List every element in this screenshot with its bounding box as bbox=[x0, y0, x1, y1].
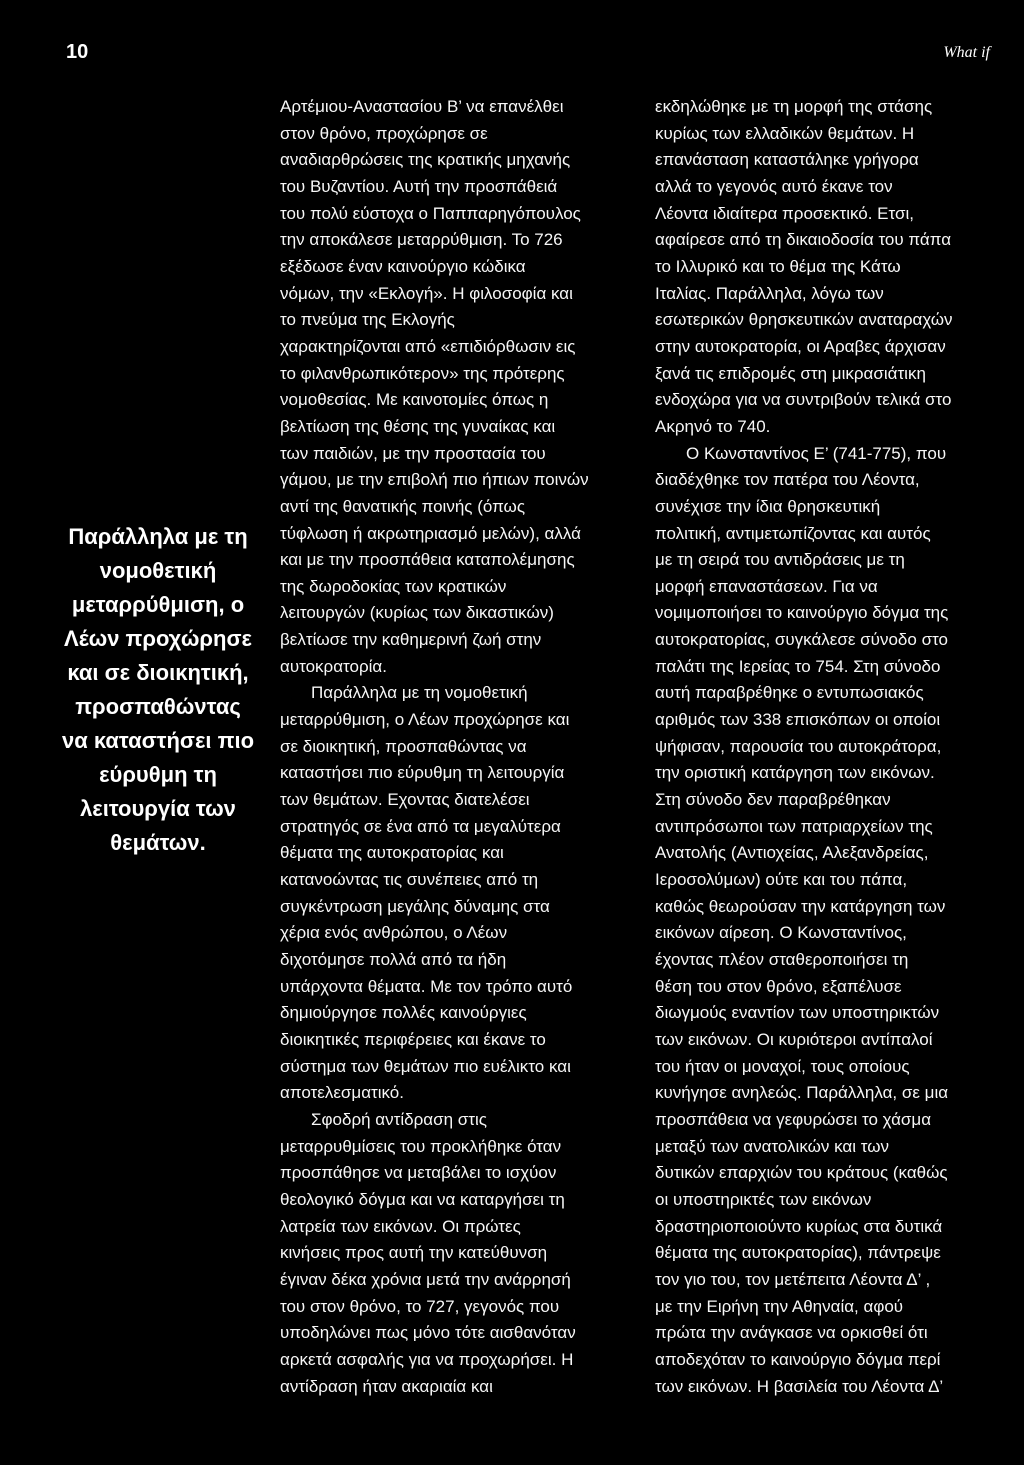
text-line-content: έγιναν δέκα χρόνια μετά την ανάρρησή bbox=[280, 1269, 571, 1289]
pull-quote-line bbox=[46, 588, 270, 622]
text-line-content: λειτουργών (κυρίως των δικαστικών) bbox=[280, 603, 554, 623]
text-line-content: τύφλωση ή ακρωτηριασμό μελών), αλλά bbox=[280, 523, 581, 543]
text-line bbox=[280, 1294, 618, 1321]
text-line bbox=[280, 1107, 618, 1134]
paragraph bbox=[280, 94, 618, 680]
text-line-content: Λέοντα ιδιαίτερα προσεκτικό. Ετσι, bbox=[655, 203, 914, 223]
pull-quote-line-text: Παράλληλα με τη bbox=[68, 524, 248, 549]
text-line-content: Ιταλίας. Παράλληλα, λόγω των bbox=[655, 283, 884, 303]
text-line-content: καταστήσει πιο εύρυθμη τη λειτουργία bbox=[280, 763, 565, 783]
text-line bbox=[655, 1027, 992, 1054]
text-line bbox=[655, 600, 992, 627]
text-line-content: έχοντας πλέον σταθεροποιήσει τη bbox=[655, 950, 909, 969]
text-line-content: Ο Κωνσταντίνος Ε’ (741-775), που bbox=[686, 443, 947, 463]
text-line bbox=[280, 254, 618, 281]
text-line-content: με τη σειρά του αντιδράσεις με τη bbox=[655, 550, 905, 570]
text-line bbox=[655, 1320, 992, 1347]
text-line bbox=[280, 1080, 618, 1107]
text-line-content: κυνήγησε ανηλεώς. Παράλληλα, σε μια bbox=[655, 1083, 949, 1103]
pull-quote-line bbox=[46, 656, 270, 690]
text-line bbox=[655, 1374, 992, 1401]
text-line bbox=[280, 147, 618, 174]
text-line-content: προσπάθεια να γεφυρώσει το χάσμα bbox=[655, 1109, 932, 1129]
text-line-content: καθώς θεωρούσαν την κατάργηση των bbox=[655, 896, 946, 916]
text-line bbox=[655, 840, 992, 867]
text-line bbox=[280, 867, 618, 894]
text-line-content: των εικόνων. Η βασιλεία του Λέοντα Δ’ bbox=[655, 1376, 944, 1396]
text-line bbox=[280, 680, 618, 707]
text-line-content: χαρακτηρίζονται από «επιδιόρθωσιν εις bbox=[280, 336, 576, 356]
text-line bbox=[655, 547, 992, 574]
pull-quote-line-text: μεταρρύθμιση, ο bbox=[71, 592, 245, 617]
page-number: 10 bbox=[66, 41, 89, 63]
text-line-content: γάμου, με την επιβολή πιο ήπιων ποινών bbox=[280, 470, 589, 490]
text-line-content: σύστημα των θεμάτων πιο ευέλικτο και bbox=[280, 1056, 571, 1076]
text-line-content: διοικητικές περιφέρειες και έκανε το bbox=[280, 1029, 546, 1049]
text-line-content: προσπάθησε να μεταβάλει το ισχύον bbox=[280, 1163, 557, 1183]
text-line bbox=[655, 947, 992, 974]
text-line bbox=[280, 947, 618, 974]
text-line bbox=[280, 1347, 618, 1374]
text-line-content: Στη σύνοδο δεν παραβρέθηκαν bbox=[655, 790, 891, 810]
text-line-content: το φιλανθρωπικότερον» της πρότερης bbox=[280, 363, 565, 383]
text-line-content: δημιούργησε πολλές καινούργιες bbox=[280, 1003, 527, 1023]
text-line bbox=[655, 1107, 992, 1134]
text-line-content: βελτίωσε την καθημερινή ζωή στην bbox=[280, 630, 542, 650]
paragraph bbox=[655, 94, 992, 441]
text-line-content: κινήσεις προς αυτή την κατεύθυνση bbox=[280, 1243, 548, 1263]
text-line bbox=[280, 441, 618, 468]
paragraph bbox=[280, 1107, 618, 1400]
text-line-content: συγκέντρωση μεγάλης δύναμης στα bbox=[280, 896, 550, 916]
text-line bbox=[655, 467, 992, 494]
text-line-content: αλλά το γεγονός αυτό έκανε τον bbox=[655, 176, 893, 196]
text-line-content: Αρτέμιου-Αναστασίου Β’ να επανέλθει bbox=[280, 97, 564, 116]
text-line-content: Παράλληλα με τη νομοθετική bbox=[311, 683, 528, 703]
text-line bbox=[655, 94, 992, 121]
text-line bbox=[280, 627, 618, 654]
text-line bbox=[280, 1320, 618, 1347]
text-line bbox=[655, 1134, 992, 1161]
text-line-content: βελτίωση της θέσης της γυναίκας και bbox=[280, 416, 556, 436]
text-line bbox=[655, 387, 992, 414]
text-line-content: νομιμοποιήσει το καινούργιο δόγμα της bbox=[655, 603, 949, 623]
text-line bbox=[655, 1000, 992, 1027]
pull-quote-line bbox=[46, 690, 270, 724]
text-line-content: στρατηγός σε ένα από τα μεγαλύτερα bbox=[280, 816, 561, 836]
pull-quote-line-text: και σε διοικητική, bbox=[67, 660, 249, 685]
body-column-right bbox=[655, 94, 992, 1400]
pull-quote-line bbox=[46, 724, 270, 758]
text-line bbox=[280, 414, 618, 441]
text-line bbox=[280, 574, 618, 601]
text-line-content: νομοθεσίας. Με καινοτομίες όπως η bbox=[280, 390, 549, 410]
text-line bbox=[280, 547, 618, 574]
pull-quote-line bbox=[46, 622, 270, 656]
text-line bbox=[655, 974, 992, 1001]
text-line-content: μεταρρύθμιση, ο Λέων προχώρησε και bbox=[280, 710, 570, 730]
text-line-content: υπάρχοντα θέματα. Με τον τρόπο αυτό bbox=[280, 976, 573, 996]
text-line-content: της δωροδοκίας των κρατικών bbox=[280, 576, 507, 596]
text-line-content: θέση του στον θρόνο, εξαπέλυσε bbox=[655, 976, 902, 996]
text-line bbox=[280, 734, 618, 761]
text-line-content: αναδιαρθρώσεις της κρατικής μηχανής bbox=[280, 150, 571, 170]
text-line-content: του πολύ εύστοχα ο Παππαρηγόπουλος bbox=[280, 203, 581, 223]
text-line bbox=[280, 654, 618, 681]
text-line bbox=[280, 1374, 618, 1401]
text-line-content: αντί της θανατικής ποινής (όπως bbox=[280, 496, 526, 516]
text-line-content: των θεμάτων. Εχοντας διατελέσει bbox=[280, 790, 530, 810]
text-line bbox=[280, 814, 618, 841]
text-line-content: επανάσταση καταστάληκε γρήγορα bbox=[655, 150, 919, 170]
text-line-content: στον θρόνο, προχώρησε σε bbox=[280, 123, 488, 143]
text-line-content: αφαίρεσε από τη δικαιοδοσία του πάπα bbox=[655, 230, 952, 250]
text-line-content: αποτελεσματικό. bbox=[280, 1083, 404, 1103]
text-line-content: μεταρρυθμίσεις του προκλήθηκε όταν bbox=[280, 1136, 562, 1156]
text-line bbox=[280, 281, 618, 308]
pull-quote-line-text: νομοθετική bbox=[99, 558, 217, 583]
text-line-content: αριθμός των 338 επισκόπων οι οποίοι bbox=[655, 710, 941, 730]
text-line bbox=[280, 894, 618, 921]
pull-quote bbox=[46, 520, 270, 860]
text-line bbox=[280, 920, 618, 947]
text-line bbox=[280, 174, 618, 201]
text-line-content: μορφή επαναστάσεων. Για να bbox=[655, 576, 878, 596]
text-line-content: ψήφισαν, παρουσία του αυτοκράτορα, bbox=[655, 736, 942, 756]
text-line-content: δραστηριοποιούντο κυρίως στα δυτικά bbox=[655, 1216, 943, 1236]
pull-quote-line-text: λειτουργία των bbox=[80, 796, 236, 821]
text-line-content: χέρια ενός ανθρώπου, ο Λέων bbox=[280, 923, 508, 943]
text-line-content: κατανοώντας τις συνέπειες από τη bbox=[280, 870, 539, 890]
text-line bbox=[280, 1240, 618, 1267]
text-line-content: οι υποστηρικτές των εικόνων bbox=[655, 1189, 872, 1209]
pull-quote-line bbox=[46, 758, 270, 792]
text-line bbox=[280, 760, 618, 787]
text-line bbox=[655, 414, 992, 441]
text-line-content: θέματα της αυτοκρατορίας), πάντρεψε bbox=[655, 1243, 941, 1263]
text-line bbox=[280, 121, 618, 148]
text-line-content: το πνεύμα της Εκλογής bbox=[280, 310, 455, 330]
text-line-content: ενδοχώρα για να συντριβούν τελικά στο bbox=[655, 390, 952, 410]
text-line bbox=[280, 1267, 618, 1294]
pull-quote-line-text: Λέων προχώρησε bbox=[64, 626, 252, 651]
text-line bbox=[655, 281, 992, 308]
text-line bbox=[280, 361, 618, 388]
text-line bbox=[655, 1347, 992, 1374]
text-line-content: αυτοκρατορία. bbox=[280, 656, 387, 676]
text-line-content: ξανά τις επιδρομές στη μικρασιάτικη bbox=[655, 363, 926, 383]
text-line-content: υποδηλώνει πως μόνο τότε αισθανόταν bbox=[280, 1323, 576, 1343]
body-column-middle bbox=[280, 94, 618, 1400]
text-line bbox=[280, 1027, 618, 1054]
text-line bbox=[280, 1160, 618, 1187]
text-line bbox=[280, 521, 618, 548]
paragraph bbox=[655, 441, 992, 1401]
text-line bbox=[655, 1187, 992, 1214]
text-line bbox=[655, 307, 992, 334]
text-line-content: αυτή παραβρέθηκε ο εντυπωσιακός bbox=[655, 683, 924, 703]
text-line-content: Σφοδρή αντίδραση στις bbox=[311, 1109, 487, 1129]
text-line bbox=[280, 1000, 618, 1027]
text-line-content: την αποκάλεσε μεταρρύθμιση. Το 726 bbox=[280, 230, 563, 250]
text-line-content: διαδέχθηκε τον πατέρα του Λέοντα, bbox=[655, 470, 920, 490]
text-line-content: λατρεία των εικόνων. Οι πρώτες bbox=[280, 1216, 521, 1236]
text-line bbox=[655, 1214, 992, 1241]
text-line bbox=[280, 600, 618, 627]
text-line-content: αντίδραση ήταν ακαριαία και bbox=[280, 1376, 493, 1396]
text-line bbox=[655, 121, 992, 148]
text-line bbox=[655, 1054, 992, 1081]
text-line-content: εικόνων αίρεση. Ο Κωνσταντίνος, bbox=[655, 923, 907, 943]
text-line bbox=[280, 707, 618, 734]
text-line-content: και με την προσπάθεια καταπολέμησης bbox=[280, 550, 575, 570]
pull-quote-line bbox=[46, 826, 270, 860]
text-line bbox=[655, 361, 992, 388]
text-line-content: Ιεροσολύμων) ούτε και του πάπα, bbox=[655, 870, 908, 890]
text-line bbox=[280, 1134, 618, 1161]
text-line-content: εκδηλώθηκε με τη μορφή της στάσης bbox=[655, 97, 933, 116]
text-line-content: εσωτερικών θρησκευτικών αναταραχών bbox=[655, 310, 953, 330]
text-line bbox=[655, 254, 992, 281]
text-line-content: εξέδωσε έναν καινούργιο κώδικα bbox=[280, 256, 526, 276]
text-line bbox=[655, 494, 992, 521]
text-line bbox=[280, 787, 618, 814]
text-line bbox=[655, 574, 992, 601]
text-line-content: την οριστική κατάργηση των εικόνων. bbox=[655, 763, 935, 783]
text-line bbox=[655, 521, 992, 548]
text-line-content: νόμων, την «Εκλογή». Η φιλοσοφία και bbox=[280, 283, 573, 303]
text-line-content: σε διοικητική, προσπαθώντας να bbox=[280, 736, 527, 756]
text-line-content: το Ιλλυρικό και το θέμα της Κάτω bbox=[655, 256, 901, 276]
text-line-content: θέματα της αυτοκρατορίας και bbox=[280, 843, 504, 863]
text-line-content: συνέχισε την ίδια θρησκευτική bbox=[655, 496, 881, 516]
pull-quote-line bbox=[46, 554, 270, 588]
text-line-content: θεολογικό δόγμα και να καταργήσει τη bbox=[280, 1189, 565, 1209]
text-line bbox=[655, 147, 992, 174]
text-line bbox=[280, 974, 618, 1001]
text-line bbox=[280, 334, 618, 361]
text-line-content: του στον θρόνο, το 727, γεγονός που bbox=[280, 1296, 560, 1316]
text-line bbox=[655, 734, 992, 761]
text-line bbox=[280, 1214, 618, 1241]
text-line bbox=[655, 920, 992, 947]
text-line-content: πρώτα την ανάγκασε να ορκισθεί ότι bbox=[655, 1323, 928, 1343]
text-line bbox=[280, 307, 618, 334]
text-line bbox=[655, 707, 992, 734]
text-line bbox=[280, 94, 618, 121]
text-line bbox=[655, 814, 992, 841]
pull-quote-line bbox=[46, 520, 270, 554]
text-line bbox=[280, 227, 618, 254]
text-line bbox=[280, 467, 618, 494]
text-line bbox=[655, 441, 992, 468]
text-line-content: Ακρηνό το 740. bbox=[655, 416, 771, 436]
pull-quote-line-text: εύρυθμη τη bbox=[99, 762, 217, 787]
text-line-content: με την Ειρήνη την Αθηναία, αφού bbox=[655, 1296, 904, 1316]
pull-quote-line-text: να καταστήσει πιο bbox=[61, 728, 255, 753]
text-line-content: αυτοκρατορίας, συγκάλεσε σύνοδο στο bbox=[655, 630, 948, 650]
text-line bbox=[280, 1054, 618, 1081]
text-line-content: τον γιο του, τον μετέπειτα Λέοντα Δ’ , bbox=[655, 1269, 931, 1289]
text-line bbox=[280, 1187, 618, 1214]
text-line bbox=[655, 787, 992, 814]
text-line-content: Ανατολής (Αντιοχείας, Αλεξανδρείας, bbox=[655, 843, 929, 863]
text-line bbox=[655, 1080, 992, 1107]
text-line-content: παλάτι της Ιερείας το 754. Στη σύνοδο bbox=[655, 656, 941, 676]
text-line-content: αντιπρόσωποι των πατριαρχείων της bbox=[655, 816, 933, 836]
text-line bbox=[655, 334, 992, 361]
text-line-content: μεταξύ των ανατολικών και των bbox=[655, 1136, 889, 1156]
text-line bbox=[655, 654, 992, 681]
text-line-content: του Βυζαντίου. Αυτή την προσπάθειά bbox=[280, 176, 558, 196]
text-line bbox=[655, 201, 992, 228]
text-line bbox=[655, 760, 992, 787]
text-line-content: πολιτική, αντιμετωπίζοντας και αυτός bbox=[655, 523, 931, 543]
text-line bbox=[280, 494, 618, 521]
text-line bbox=[280, 201, 618, 228]
pull-quote-line-text: θεμάτων. bbox=[110, 830, 206, 855]
text-line bbox=[655, 894, 992, 921]
text-line bbox=[280, 387, 618, 414]
text-line-content: διωγμούς εναντίον των υποστηρικτών bbox=[655, 1003, 940, 1023]
text-line bbox=[655, 1240, 992, 1267]
text-line bbox=[655, 1267, 992, 1294]
text-line-content: δυτικών επαρχιών του κράτους (καθώς bbox=[655, 1163, 948, 1183]
text-line-content: στην αυτοκρατορία, οι Αραβες άρχισαν bbox=[655, 336, 946, 356]
text-line bbox=[655, 1160, 992, 1187]
text-line bbox=[655, 174, 992, 201]
text-line-content: διχοτόμησε πολλά από τα ήδη bbox=[280, 950, 507, 969]
text-line-content: του ήταν οι μοναχοί, τους οποίους bbox=[655, 1056, 910, 1076]
text-line-content: κυρίως των ελλαδικών θεμάτων. Η bbox=[655, 123, 915, 143]
text-line bbox=[655, 227, 992, 254]
pull-quote-line-text: προσπαθώντας bbox=[75, 694, 241, 719]
text-line bbox=[655, 627, 992, 654]
text-line-content: αρκετά ασφαλής για να προχωρήσει. Η bbox=[280, 1349, 574, 1369]
text-line bbox=[280, 840, 618, 867]
text-line bbox=[655, 867, 992, 894]
text-line-content: των εικόνων. Οι κυριότεροι αντίπαλοί bbox=[655, 1029, 933, 1049]
text-line-content: αποδεχόταν το καινούργιο δόγμα περί bbox=[655, 1349, 941, 1369]
text-line bbox=[655, 1294, 992, 1321]
text-line-content: των παιδιών, με την προστασία του bbox=[280, 443, 546, 463]
pull-quote-line bbox=[46, 792, 270, 826]
running-title: What if bbox=[943, 44, 990, 61]
paragraph bbox=[280, 680, 618, 1107]
text-line bbox=[655, 680, 992, 707]
